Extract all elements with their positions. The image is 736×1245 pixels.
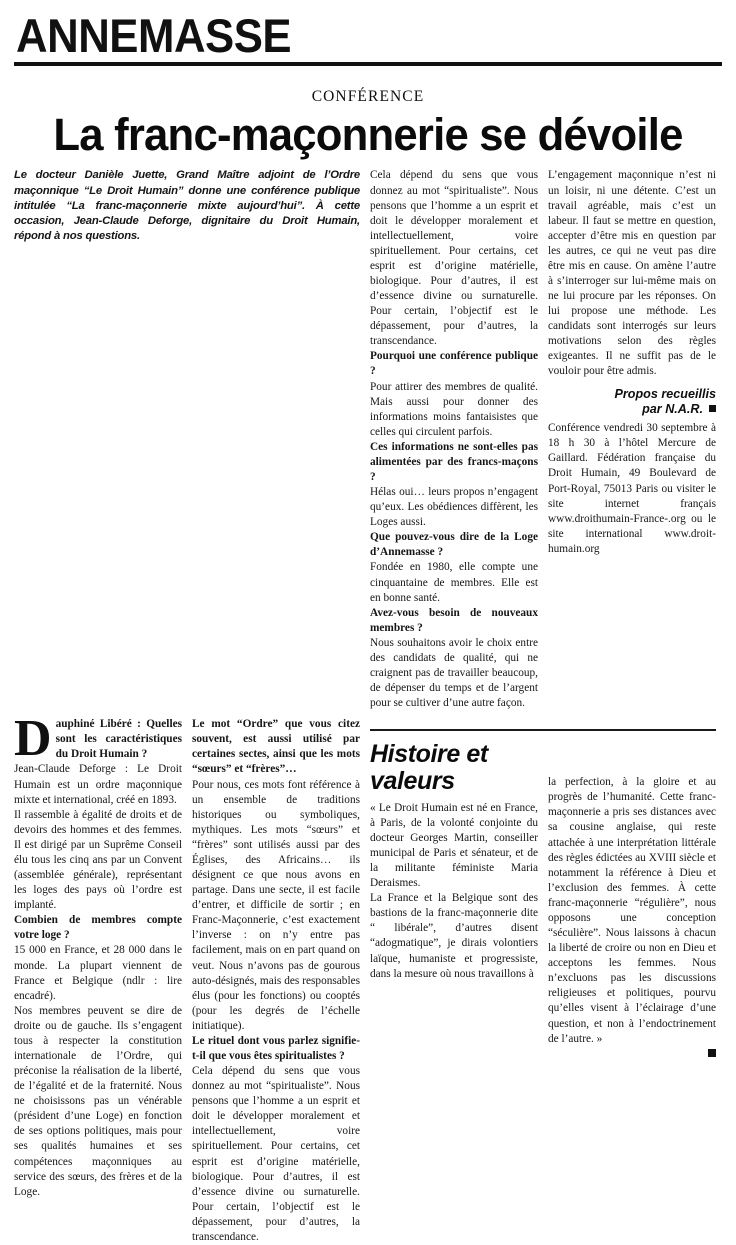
sidebar-box — [370, 717, 716, 1056]
question-p15: Que pouvez-vous dire de la Loge d’Annemasse ? — [370, 531, 538, 559]
paragraph-p12: Pour attirer des membres de qualité. Mais aussi pour donner des informations moins fantaisistes que celles qui circulent parfois. — [370, 380, 538, 438]
masthead-title: ANNEMASSE — [16, 9, 292, 62]
question-p1-text: auphiné Libéré : Quelles sont les caractéristiques du Droit Humain ? — [55, 718, 182, 761]
sidebar-paragraph-2-cont: la perfection, à la gloire et au progrès de l’humanité. Cette franc-maçonnerie a pris ses distances avec sa cousine anglaise, qui reste attachée à une interprétation littérale des règles édictées au XVIII siècle et notamment la référence à Dieu et l’exclusion des femmes. À cette franc-maçonnerie “régulière”, nous opposons une conception “séculière”. Nous laissons à chacun la liberté de croire ou non en Dieu et acceptons les femmes. Nous n’excluons pas les discussions religieuses et politiques, pourvu qu’elles visent à l’éclairage d’une question, et non à l’endoctrinement de l’autre. » — [548, 776, 716, 1045]
sidebar-paragraph-2: La France et la Belgique sont des bastions de la franc-maçonnerie dite “ libérale”, d’autres disent “adogmatique”, je dirais volontiers laïque, humaniste et progressiste, dans la mesure où nous travaillons à — [370, 892, 538, 980]
sidebar-title: Histoire et valeurs — [370, 740, 488, 795]
column-2 — [192, 717, 360, 1245]
paragraph-p10-tail: Cela dépend du sens que vous donnez au mot “spiritualiste”. Nous pensons que l’homme a un esprit et doit le développer moralement et intellectuellement, voire spirituellement. Pour certains, cet esprit est d’origine matérielle, biologique. Pour d’autres, il est d’essence divine ou surnaturelle. Pour certain, l’objectif est le dépassement, pour d’autres, la transcendance. — [370, 169, 538, 348]
column-3-top — [370, 168, 538, 711]
sidebar-rule — [370, 729, 716, 731]
sidebar-end-mark-icon — [708, 1049, 716, 1057]
masthead-rule — [14, 62, 722, 66]
paragraph-p6: Nos membres peuvent se dire de droite ou de gauche. Ils s’engagent tous à respecter la constitution internationale de l’Ordre, qui préconise la réalisation de la liberté, de l’égalité et de la fraternité. Nous ne choisissons pas un vénérable (président d’une Loge) en fonction de ses options politiques, mais pour ses qualités humaines et ses compétences maçonniques au service des sœurs, des frères et de la Loge. — [14, 1004, 182, 1198]
sidebar-spacer — [548, 741, 716, 775]
question-p4: Combien de membres compte votre loge ? — [14, 914, 182, 942]
sidebar-column-2 — [548, 741, 716, 1056]
sidebar-column-1 — [370, 741, 538, 981]
column-1 — [14, 710, 182, 1200]
top-band — [14, 168, 722, 711]
paragraph-p10: Cela dépend du sens que vous donnez au mot “spiritualiste”. Nous pensons que l’homme a un esprit et doit le développer moralement et intellectuellement, voire spirituellement. Pour certains, cet esprit est d’origine matérielle, biologique. Pour d’autres, il est d’essence divine ou surnaturelle. Pour certain, l’objectif est le dépassement, pour d’autres, la transcendance. — [192, 1065, 360, 1243]
paragraph-p5: 15 000 en France, et 28 000 dans le monde. La plupart viennent de France et Belgique (ndlr : lire encadré). — [14, 944, 182, 1002]
byline-line-2: par N.A.R. — [642, 401, 703, 416]
practical-info: Conférence vendredi 30 septembre à 18 h 30 à l’hôtel Mercure de Gaillard. Fédération française du Droit Humain, 49 Boulevard de Port-Royal, 75013 Paris ou visiter le site internet français www.droithumain-France-.org ou le site international www.droit-humain.org — [548, 422, 716, 555]
question-p13: Ces informations ne sont-elles pas alimentées par des francs-maçons ? — [370, 440, 538, 483]
article-headline: La franc-maçonnerie se dévoile — [53, 108, 683, 160]
section-kicker: CONFÉRENCE — [311, 87, 425, 105]
paragraph-p19: L’engagement maçonnique n’est ni un loisir, ni une détente. C’est un travail agréable, mais c’est un labeur. Il faut se mettre en question, accepter d’être mis en question par les autres, ce qui ne veut pas dire être mis en cause. On amène l’autre à s’interroger sur lui-même mais on ne lui procure par les réponses. On lui propose une méthode. Les candidats sont interrogés sur leurs motivations selon des règles exigeantes. Il ne suffit pas de le vouloir pour être admis. — [548, 169, 716, 378]
byline-signature — [548, 387, 716, 418]
lower-band — [14, 710, 722, 1245]
article-lead: Le docteur Danièle Juette, Grand Maître adjoint de l’Ordre maçonnique “Le Droit Humain” donne une conférence publique intitulée “La franc-maçonnerie mixte aujourd’hui”. À cette occasion, Jean-Claude Deforge, dignitaire du Droit Humain, répond à nos questions. — [14, 169, 360, 242]
column-4-top — [548, 168, 716, 557]
byline-line-1: Propos recueillis — [614, 386, 716, 401]
paragraph-p2: Jean-Claude Deforge : Le Droit Humain est un ordre maçonnique mixte et international, créé en 1893. — [14, 763, 182, 806]
sidebar-paragraph-1: « Le Droit Humain est né en France, à Paris, de la volonté conjointe du docteur Georges Martin, conseiller municipal de Paris et sénateur, et de la militante féministe Maria Deraismes. — [370, 801, 538, 890]
question-p1 — [14, 710, 182, 768]
masthead — [14, 0, 722, 66]
question-p17: Avez-vous besoin de nouveaux membres ? — [370, 606, 538, 634]
lead-column — [14, 168, 360, 243]
paragraph-p18: Nous souhaitons avoir le choix entre des candidats de qualité, qui ne craignent pas de travailler beaucoup, de dépenser du temps et de l’argent pour se cultiver d’une autre façon. — [370, 636, 538, 710]
question-p7: Le mot “Ordre” que vous citez souvent, est aussi utilisé par certaines sectes, ainsi que les mots “sœurs” et “frères”… — [192, 718, 360, 776]
paragraph-p8: Pour nous, ces mots font référence à un ensemble de traditions historiques ou symboliques, mythiques. Les mots “sœurs” et “frères” sont utilisés aussi par des Églises, des Africains… ils désignent ce que nous avons en partage. Dans une secte, il est facile d’entrer, et difficile de sortir ; en Franc-Maçonnerie, c’est exactement l’inverse : on n’y entre pas facilement, mais on en part quand on veut. Nous n’avons pas de gourous auto-désignés, mais des responsables élus (pour les fonctions) ou cooptés (pour les degrés de l’échelle initiatique). — [192, 778, 360, 1032]
paragraph-p3: Il rassemble à égalité de droits et de devoirs des hommes et des femmes. Il est dirigé par un Suprême Conseil élu tous les cinq ans par un Convent (assemblée générale), représentant les loges des pays où l’ordre est implanté. — [14, 808, 182, 912]
drop-cap: D — [14, 710, 52, 768]
paragraph-p16: Fondée en 1980, elle compte une cinquantaine de membres. Elle est en bonne santé. — [370, 561, 538, 604]
paragraph-p14: Hélas oui… leurs propos n’engagent qu’eux. Les obédiences diffèrent, les Loges aussi. — [370, 486, 538, 529]
question-p9: Le rituel dont vous parlez signifie-t-il que vous êtes spiritualistes ? — [192, 1034, 360, 1062]
question-p11: Pourquoi une conférence publique ? — [370, 350, 538, 378]
end-mark-icon — [709, 405, 716, 412]
